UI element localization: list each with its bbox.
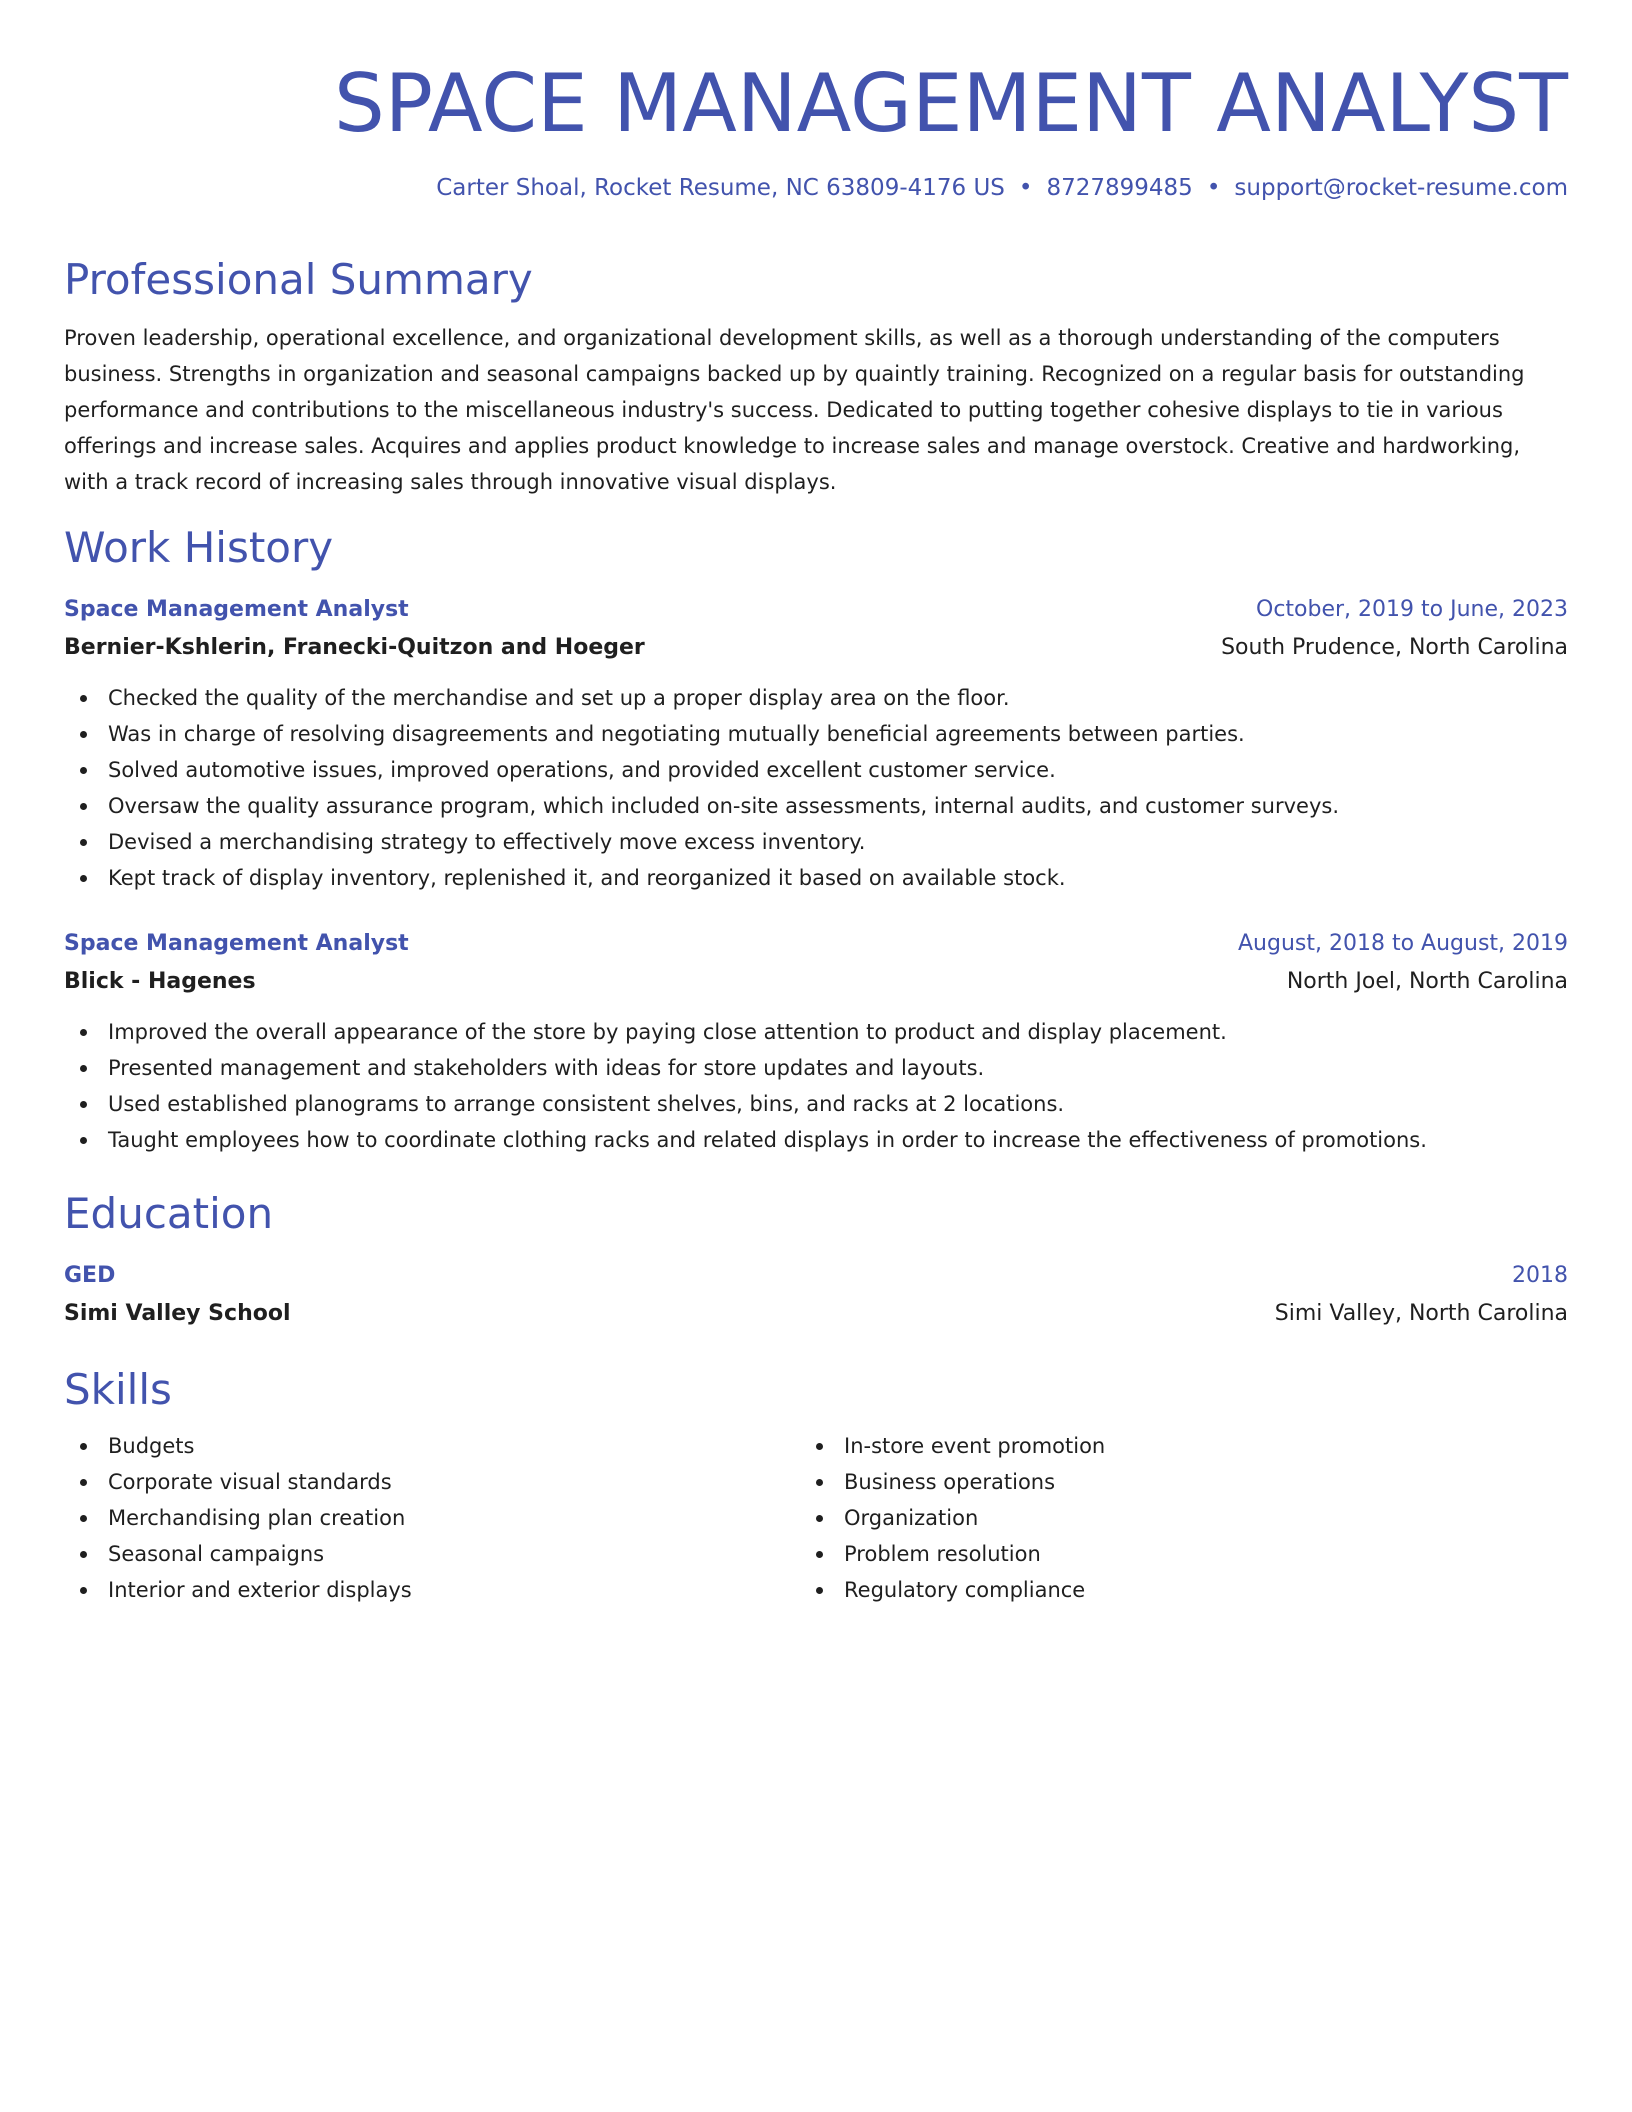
work-history-heading: Work History bbox=[64, 523, 334, 572]
education-year: 2018 bbox=[1512, 1263, 1568, 1288]
skill-item: Budgets bbox=[64, 1428, 800, 1464]
job-entry bbox=[64, 592, 1568, 896]
job-location: North Joel, North Carolina bbox=[1286, 969, 1568, 994]
job-company: Bernier-Kshlerin, Franecki-Quitzon and Hoeger bbox=[64, 635, 645, 660]
job-company-row bbox=[64, 628, 1568, 668]
job-location: South Prudence, North Carolina bbox=[1221, 635, 1568, 660]
skills-list-left bbox=[64, 1428, 800, 1608]
job-title: Space Management Analyst bbox=[64, 597, 409, 622]
contact-separator: • bbox=[1206, 175, 1221, 201]
job-company: Blick - Hagenes bbox=[64, 969, 256, 994]
skill-item: Problem resolution bbox=[800, 1536, 1536, 1572]
skill-item: Regulatory compliance bbox=[800, 1572, 1536, 1608]
skills-columns bbox=[64, 1428, 1568, 1608]
work-history-section bbox=[64, 522, 1568, 1158]
skill-item: Corporate visual standards bbox=[64, 1464, 800, 1500]
job-bullet: Improved the overall appearance of the store by paying close attention to product and display placement. bbox=[64, 1014, 1568, 1050]
job-bullet: Checked the quality of the merchandise and set up a proper display area on the floor. bbox=[64, 680, 1568, 716]
professional-summary-section bbox=[64, 254, 1568, 500]
education-heading: Education bbox=[64, 1189, 274, 1238]
job-bullet: Devised a merchandising strategy to effectively move excess inventory. bbox=[64, 824, 1568, 860]
job-bullet: Presented management and stakeholders with ideas for store updates and layouts. bbox=[64, 1050, 1568, 1086]
job-header-row bbox=[64, 926, 1568, 962]
job-bullet: Was in charge of resolving disagreements and negotiating mutually beneficial agreements between parties. bbox=[64, 716, 1568, 752]
skill-item: Business operations bbox=[800, 1464, 1536, 1500]
education-section bbox=[64, 1188, 1568, 1334]
education-header-row bbox=[64, 1258, 1568, 1294]
skill-item: Seasonal campaigns bbox=[64, 1536, 800, 1572]
education-school-row bbox=[64, 1294, 1568, 1334]
contact-email: support@rocket-resume.com bbox=[1234, 175, 1568, 201]
skill-item: Interior and exterior displays bbox=[64, 1572, 800, 1608]
education-entry bbox=[64, 1258, 1568, 1334]
education-location: Simi Valley, North Carolina bbox=[1274, 1301, 1568, 1326]
job-header-row bbox=[64, 592, 1568, 628]
job-bullet: Taught employees how to coordinate clothing racks and related displays in order to increase the effectiveness of promotions. bbox=[64, 1122, 1568, 1158]
contact-separator: • bbox=[1018, 175, 1033, 201]
contact-phone: 8727899485 bbox=[1046, 175, 1193, 201]
job-title: Space Management Analyst bbox=[64, 931, 409, 956]
skills-list-right bbox=[800, 1428, 1536, 1608]
job-company-row bbox=[64, 962, 1568, 1002]
job-bullets bbox=[64, 680, 1568, 896]
education-degree: GED bbox=[64, 1263, 116, 1288]
skills-heading: Skills bbox=[64, 1365, 172, 1414]
job-bullets bbox=[64, 1014, 1568, 1158]
job-bullet: Oversaw the quality assurance program, which included on-site assessments, internal audits, and customer surveys. bbox=[64, 788, 1568, 824]
job-dates: October, 2019 to June, 2023 bbox=[1256, 597, 1568, 622]
summary-heading: Professional Summary bbox=[64, 255, 533, 304]
skill-item: Organization bbox=[800, 1500, 1536, 1536]
contact-address: Carter Shoal, Rocket Resume, NC 63809-4176 US bbox=[436, 175, 1005, 201]
resume-title: SPACE MANAGEMENT ANALYST bbox=[334, 57, 1568, 150]
resume-header bbox=[64, 56, 1568, 204]
job-bullet: Solved automotive issues, improved operations, and provided excellent customer service. bbox=[64, 752, 1568, 788]
job-bullet: Kept track of display inventory, replenished it, and reorganized it based on available stock. bbox=[64, 860, 1568, 896]
contact-line bbox=[64, 172, 1568, 204]
job-dates: August, 2018 to August, 2019 bbox=[1238, 931, 1568, 956]
skills-section bbox=[64, 1364, 1568, 1608]
skill-item: In-store event promotion bbox=[800, 1428, 1536, 1464]
job-bullet: Used established planograms to arrange consistent shelves, bins, and racks at 2 locations. bbox=[64, 1086, 1568, 1122]
summary-text: Proven leadership, operational excellence, and organizational development skills, as well as a thorough understanding of the computers business. Strengths in organization and seasonal campaigns backed up by quaintly training. Recognized on a regular basis for outstanding performance and contributions to the miscellaneous industry's success. Dedicated to putting together cohesive displays to tie in various offerings and increase sales. Acquires and applies product knowledge to increase sales and manage overstock. Creative and hardworking, with a track record of increasing sales through innovative visual displays. bbox=[64, 326, 1525, 494]
education-school: Simi Valley School bbox=[64, 1301, 291, 1326]
job-entry bbox=[64, 926, 1568, 1158]
skill-item: Merchandising plan creation bbox=[64, 1500, 800, 1536]
